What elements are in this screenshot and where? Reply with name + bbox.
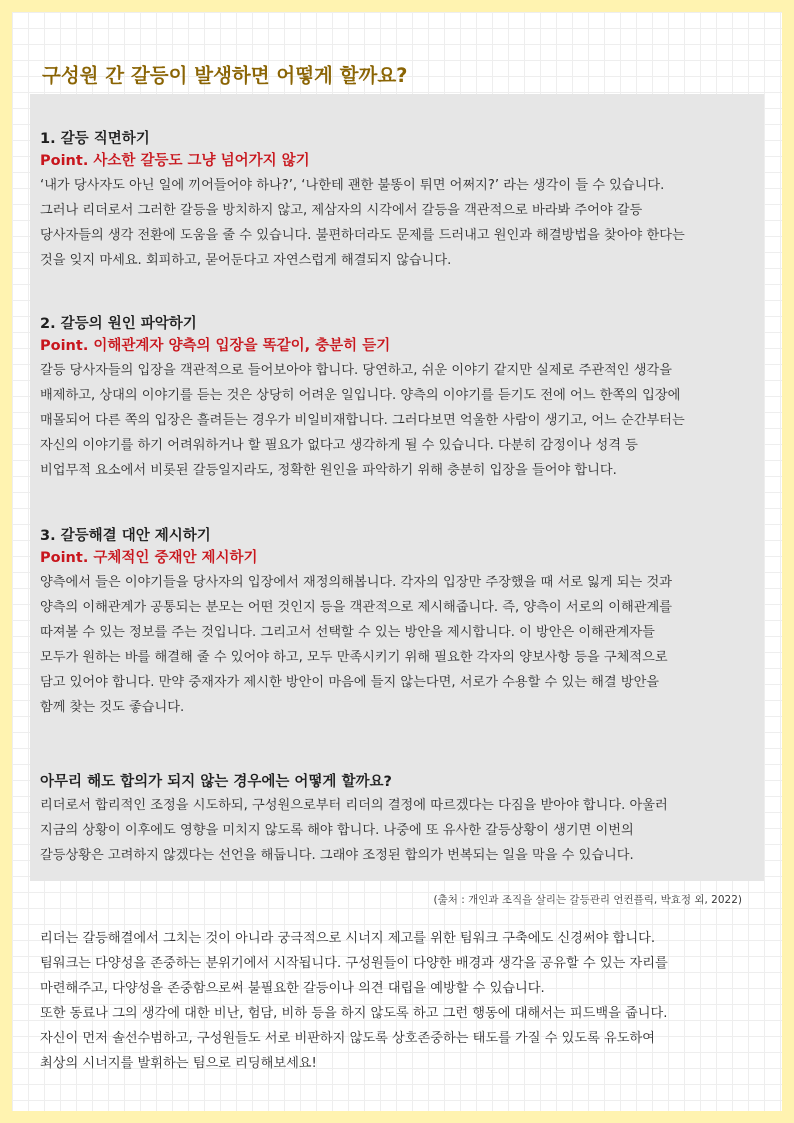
section-confront-conflict	[40, 128, 754, 273]
section-point: Point. 구체적인 중재안 제시하기	[40, 550, 258, 566]
section-point: Point. 이해관계자 양측의 입장을 똑같이, 충분히 듣기	[40, 338, 391, 354]
content-panel	[30, 94, 764, 881]
closing-paragraph	[40, 926, 770, 1076]
body-line: 양측에서 들은 이야기들을 당사자의 입장에서 재정의해봅니다. 각자의 입장만 주장했을 때 서로 잃게 되는 것과	[40, 575, 672, 590]
section-body	[40, 570, 754, 720]
body-line: 배제하고, 상대의 이야기를 듣는 것은 상당히 어려운 일입니다. 양측의 이야기를 듣기도 전에 어느 한쪽의 입장에	[40, 388, 681, 403]
section-no-agreement	[40, 771, 754, 868]
source-citation: (출처 : 개인과 조직을 살리는 갈등관리 언컨플릭, 박효정 외, 2022)	[433, 894, 742, 906]
section-body	[40, 173, 754, 273]
body-line: 매몰되어 다른 쪽의 입장은 흘려듣는 경우가 비일비재합니다. 그러다보면 억울한 사람이 생기고, 어느 순간부터는	[40, 413, 685, 428]
section-point: Point. 사소한 갈등도 그냥 넘어가지 않기	[40, 153, 310, 169]
body-line: 함께 찾는 것도 좋습니다.	[40, 700, 185, 715]
section-heading: 1. 갈등 직면하기	[40, 131, 150, 147]
closing-line: 또한 동료나 그의 생각에 대한 비난, 험담, 비하 등을 하지 않도록 하고 그런 행동에 대해서는 피드백을 줍니다.	[40, 1006, 668, 1021]
body-line: 갈등 당사자들의 입장을 객관적으로 들어보아야 합니다. 당연하고, 쉬운 이야기 같지만 실제로 주관적인 생각을	[40, 363, 672, 378]
body-line: 당사자들의 생각 전환에 도움을 줄 수 있습니다. 불편하더라도 문제를 드러내고 원인과 해결방법을 찾아야 한다는	[40, 228, 685, 243]
page-title: 구성원 간 갈등이 발생하면 어떻게 할까요?	[42, 64, 408, 87]
section-heading: 3. 갈등해결 대안 제시하기	[40, 528, 211, 544]
section-heading: 2. 갈등의 원인 파악하기	[40, 316, 197, 332]
closing-line: 자신이 먼저 솔선수범하고, 구성원들도 서로 비판하지 않도록 상호존중하는 태도를 가질 수 있도록 유도하여	[40, 1031, 656, 1046]
body-line: 모두가 원하는 바를 해결해 줄 수 있어야 하고, 모두 만족시키기 위해 필요한 각자의 양보사항 등을 구체적으로	[40, 650, 668, 665]
closing-line: 팀워크는 다양성을 존중하는 분위기에서 시작됩니다. 구성원들이 다양한 배경과 생각을 공유할 수 있는 자리를	[40, 956, 668, 971]
body-line: 리더로서 합리적인 조정을 시도하되, 구성원으로부터 리더의 결정에 따르겠다는 다짐을 받아야 합니다. 아울러	[40, 798, 668, 813]
body-line: 자신의 이야기를 하기 어려워하거나 할 필요가 없다고 생각하게 될 수 있습니다. 다분히 감정이나 성격 등	[40, 438, 638, 453]
body-line: 것을 잊지 마세요. 회피하고, 묻어둔다고 자연스럽게 해결되지 않습니다.	[40, 253, 452, 268]
closing-line: 최상의 시너지를 발휘하는 팀으로 리딩해보세요!	[40, 1056, 317, 1071]
section-propose-solution	[40, 525, 754, 720]
body-line: 담고 있어야 합니다. 만약 중재자가 제시한 방안이 마음에 들지 않는다면, 서로가 수용할 수 있는 해결 방안을	[40, 675, 660, 690]
section-body	[40, 793, 754, 868]
body-line: 그러나 리더로서 그러한 갈등을 방치하지 않고, 제삼자의 시각에서 갈등을 객관적으로 바라봐 주어야 갈등	[40, 203, 643, 218]
closing-line: 마련해주고, 다양성을 존중함으로써 불필요한 갈등이나 의견 대립을 예방할 수 있습니다.	[40, 981, 545, 996]
section-heading: 아무리 해도 합의가 되지 않는 경우에는 어떻게 할까요?	[40, 774, 392, 790]
section-body	[40, 358, 754, 483]
body-line: ‘내가 당사자도 아닌 일에 끼어들어야 하나?’, ‘나한테 괜한 불똥이 튀면 어쩌지?’ 라는 생각이 들 수 있습니다.	[40, 178, 665, 193]
closing-line: 리더는 갈등해결에서 그치는 것이 아니라 궁극적으로 시너지 제고를 위한 팀워크 구축에도 신경써야 합니다.	[40, 931, 656, 946]
body-line: 갈등상황은 고려하지 않겠다는 선언을 해둡니다. 그래야 조정된 합의가 번복되는 일을 막을 수 있습니다.	[40, 848, 634, 863]
body-line: 비업무적 요소에서 비롯된 갈등일지라도, 정확한 원인을 파악하기 위해 충분히 입장을 들어야 합니다.	[40, 463, 617, 478]
body-line: 따져볼 수 있는 정보를 주는 것입니다. 그리고서 선택할 수 있는 방안을 제시합니다. 이 방안은 이해관계자들	[40, 625, 655, 640]
section-identify-cause	[40, 313, 754, 483]
body-line: 양측의 이해관계가 공통되는 분모는 어떤 것인지 등을 객관적으로 제시해줍니다. 즉, 양측이 서로의 이해관계를	[40, 600, 672, 615]
body-line: 지금의 상황이 이후에도 영향을 미치지 않도록 해야 합니다. 나중에 또 유사한 갈등상황이 생기면 이번의	[40, 823, 634, 838]
